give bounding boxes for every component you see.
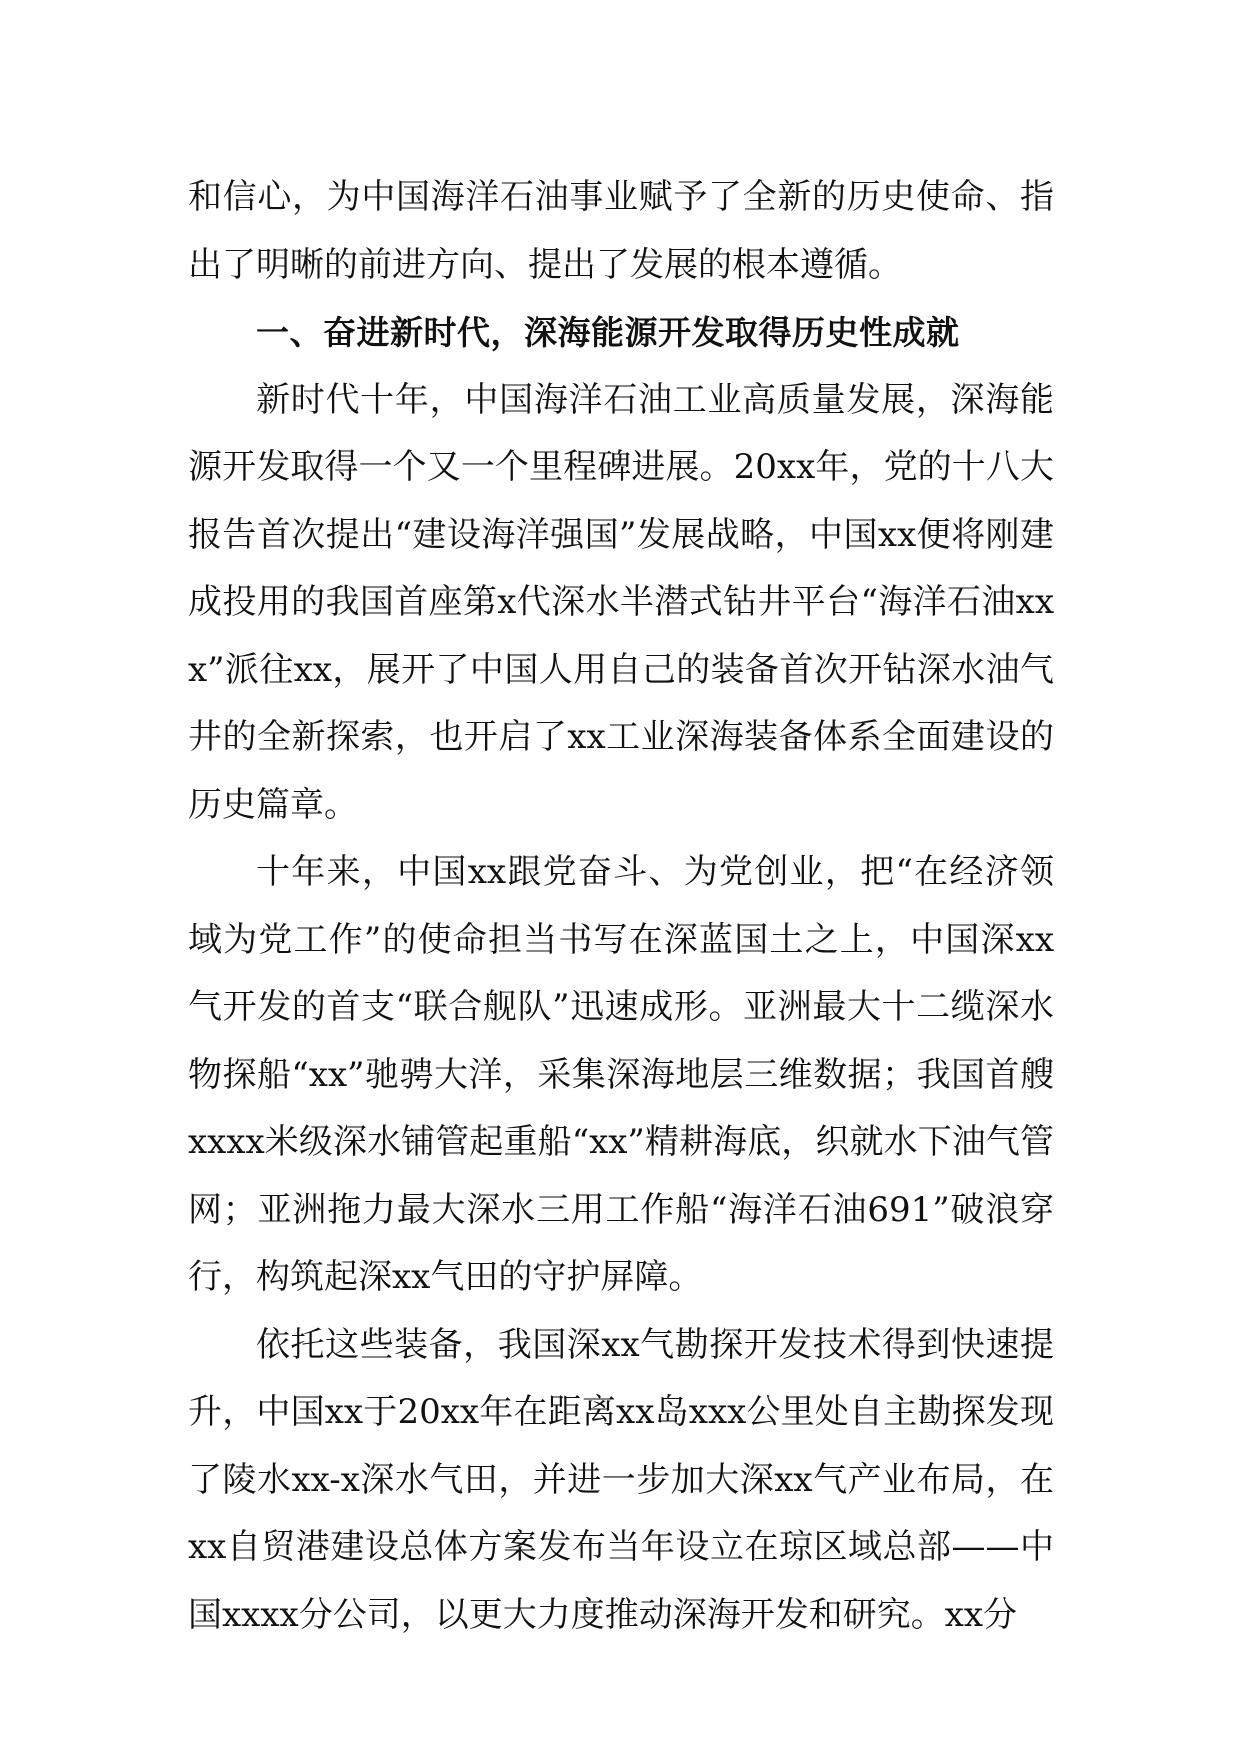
paragraph-new-era: 新时代十年，中国海洋石油工业高质量发展，深海能源开发取得一个又一个里程碑进展。20xx年，党的十八大报告首次提出“建设海洋强国”发展战略，中国xx便将刚建成投用的我国首座第x代深水半潜式钻井平台“海洋石油xxx”派往xx，展开了中国人用自己的装备首次开钻深水油气井的全新探索，也开启了xx工业深海装备体系全面建设的历史篇章。 [188, 379, 1054, 825]
paragraph-equipment: 依托这些装备，我国深xx气勘探开发技术得到快速提升，中国xx于20xx年在距离xx岛xxx公里处自主勘探发现了陵水xx-x深水气田，并进一步加大深xx气产业布局，在xx自贸港建设总体方案发布当年设立在琼区域总部——中国xxxx分公司，以更大力度推动深海开发和研究。xx分 [188, 1324, 1054, 1635]
paragraph-continued: 和信心，为中国海洋石油事业赋予了全新的历史使命、指出了明晰的前进方向、提出了发展的根本遵循。 [188, 177, 1054, 285]
section-heading: 一、奋进新时代，深海能源开发取得历史性成就 [256, 313, 960, 352]
document-body [188, 164, 1054, 1649]
paragraph-ten-years: 十年来，中国xx跟党奋斗、为党创业，把“在经济领域为党工作”的使命担当书写在深蓝国土之上，中国深xx气开发的首支“联合舰队”迅速成形。亚洲最大十二缆深水物探船“xx”驰骋大洋，采集深海地层三维数据；我国首艘xxxx米级深水铺管起重船“xx”精耕海底，织就水下油气管网；亚洲拖力最大深水三用工作船“海洋石油691”破浪穿行，构筑起深xx气田的守护屏障。 [188, 852, 1054, 1297]
